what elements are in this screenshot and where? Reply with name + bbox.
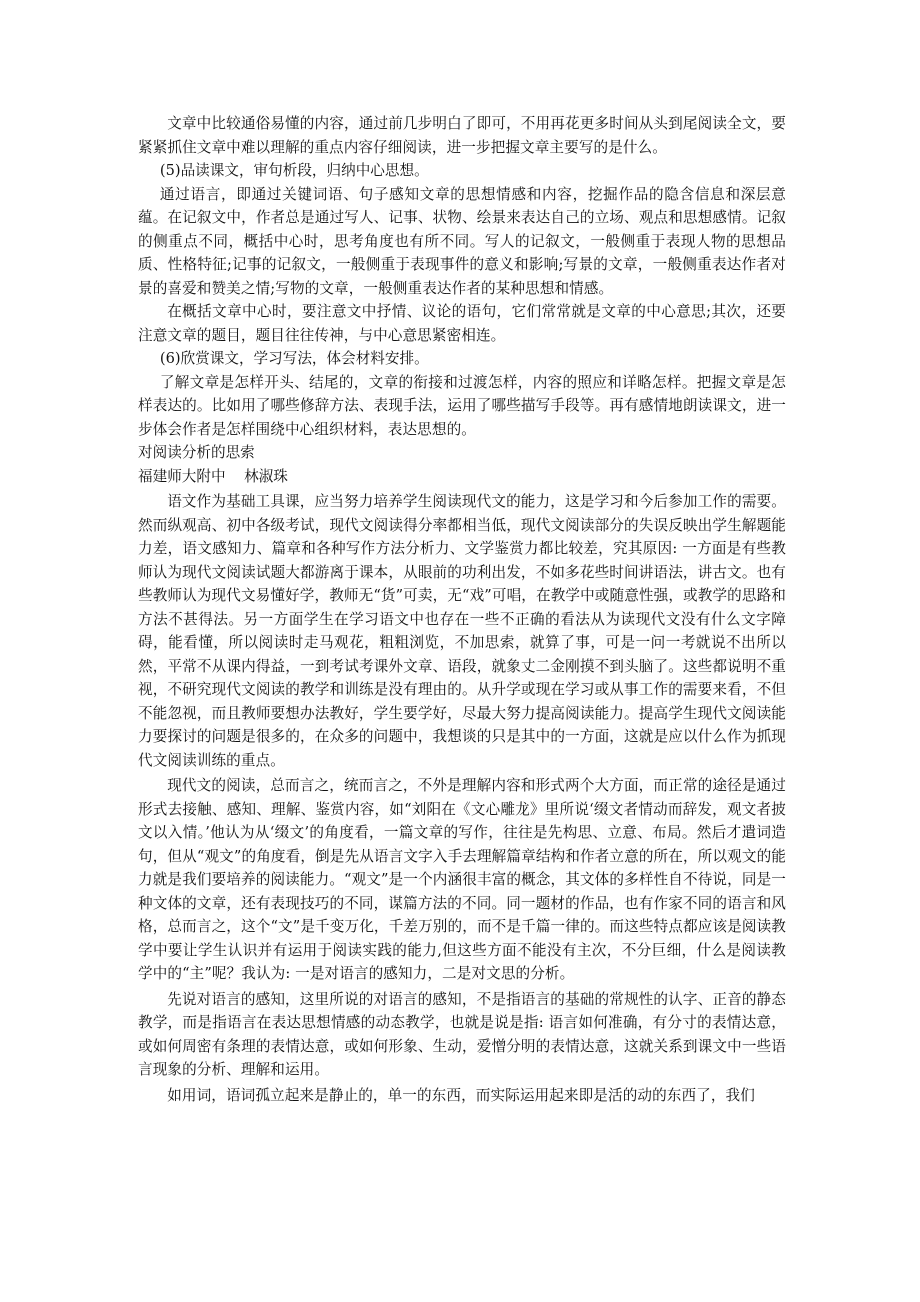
paragraph-language-perception: 先说对语言的感知，这里所说的对语言的感知，不是指语言的基础的常规性的认字、正音的静态教学，而是指语言在表达思想情感的动态教学，也就是说是指: 语言如何准确，有分寸的表情达意，或如何周密有条理的表情达意，或如何形象、生动，爱憎分明的表情达意，这就关系到课文中一些语言现象的分析、理解和运用。 (138, 990, 786, 1078)
paragraph-word-usage: 如用词，语词孤立起来是静止的，单一的东西，而实际运用起来即是活的动的东西了，我们 (167, 1086, 755, 1104)
paragraph-intro: 文章中比较通俗易懂的内容，通过前几步明白了即可，不用再花更多时间从头到尾阅读全文，要紧紧抓住文章中难以理解的重点内容仔细阅读，进一步把握文章主要写的是什么。 (138, 115, 786, 156)
document-page (138, 112, 786, 1107)
paragraph-appreciation: 了解文章是怎样开头、结尾的，文章的衔接和过渡怎样，内容的照应和详略怎样。把握文章是怎样表达的。比如用了哪些修辞方法、表现手法，运用了哪些描写手段等。再有感情地朗读课文，进一步体会作者是怎样围绕中心组织材料，表达思想的。 (138, 373, 786, 438)
step-6-heading: (6)欣赏课文，学习写法，体会材料安排。 (159, 350, 429, 367)
paragraph-language-analysis: 通过语言，即通过关键词语、句子感知文章的思想情感和内容，挖掘作品的隐含信息和深层意蕴。在记叙文中，作者总是通过写人、记事、状物、绘景来表达自己的立场、观点和思想感情。记叙的侧重点不同，概括中心时，思考角度也有所不同。写人的记叙文，一般侧重于表现人物的思想品质、性格特征;记事的记叙文，一般侧重于表现事件的意义和影响;写景的文章，一般侧重表达作者对景的喜爱和赞美之情;写物的文章，一般侧重表达作者的某种思想和情感。 (138, 185, 786, 297)
article-author: 福建师大附中 林淑珠 (138, 467, 288, 485)
step-5-heading: (5)品读课文，审句析段，归纳中心思想。 (159, 162, 429, 179)
article-title: 对阅读分析的思索 (138, 444, 255, 461)
paragraph-central-idea: 在概括文章中心时，要注意文中抒情、议论的语句，它们常常就是文章的中心意思;其次，还要注意文章的题目，题目往往传神，与中心意思紧密相连。 (138, 303, 786, 344)
paragraph-content-and-form: 现代文的阅读，总而言之，统而言之，不外是理解内容和形式两个大方面，而正常的途径是通过形式去接触、感知、理解、鉴赏内容，如“刘阳在《文心雕龙》里所说‘缀文者情动而辞发，观文者披文以入情。’他认为从‘缀文’的角度看，一篇文章的写作，往往是先构思、立意、布局。然后才遣词造句，但从“观文”的角度看，倒是先从语言文字入手去理解篇章结构和作者立意的所在，所以观文的能力就是我们要培养的阅读能力。“观文”是一个内涵很丰富的概念，其文体的多样性自不待说，同是一种文体的文章，还有表现技巧的不同，谋篇方法的不同。同一题材的作品，也有作家不同的语言和风格，总而言之，这个“文”是千变万化，千差万别的，而不是千篇一律的。而这些特点都应该是阅读教学中要让学生认识并有运用于阅读实践的能力,但这些方面不能没有主次，不分巨细，什么是阅读教学中的“主”呢？我认为: 一是对语言的感知力，二是对文思的分析。 (138, 777, 786, 982)
paragraph-reading-ability: 语文作为基础工具课，应当努力培养学生阅读现代文的能力，这是学习和今后参加工作的需要。然而纵观高、初中各级考试，现代文阅读得分率都相当低，现代文阅读部分的失误反映出学生解题能力差，语文感知力、篇章和各种写作方法分析力、文学鉴赏力都比较差，究其原因: 一方面是有些教师认为现代文阅读试题大都游离于课本，从眼前的功利出发，不如多花些时间讲语法，讲古文。也有些教师认为现代文易懂好学，教师无“货”可卖，无“戏”可唱，在教学中或随意性强，或教学的思路和方法不甚得法。另一方面学生在学习语文中也存在一些不正确的看法从为读现代文没有什么文字障碍，能看懂，所以阅读时走马观花，粗粗浏览，不加思索，就算了事，可是一问一考就说不出所以然，平常不从课内得益，一到考试考课外文章、语段，就象丈二金刚摸不到头脑了。这些都说明不重视，不研究现代文阅读的教学和训练是没有理由的。从升学或现在学习或从事工作的需要来看，不但不能忽视，而且教师要想办法教好，学生要学好，尽最大努力提高阅读能力。提高学生现代文阅读能力要探讨的问题是很多的，在众多的问题中，我想谈的只是其中的一方面，这就是应以什么作为抓现代文阅读训练的重点。 (138, 493, 786, 769)
